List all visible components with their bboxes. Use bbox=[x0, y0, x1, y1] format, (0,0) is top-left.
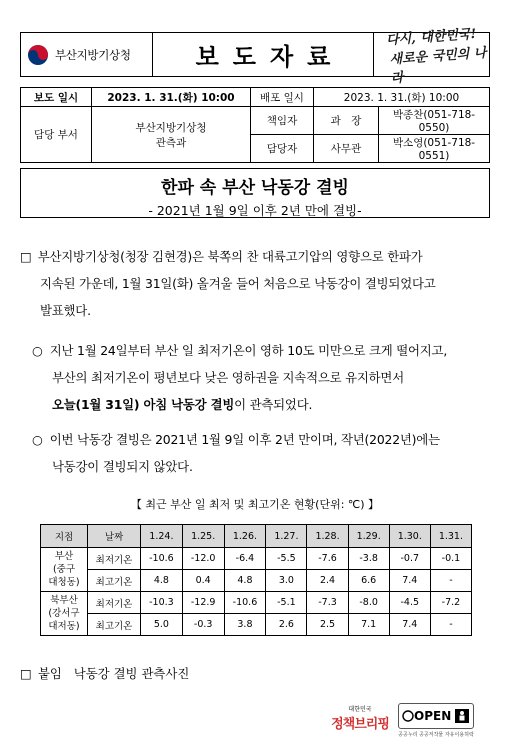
table-row bbox=[41, 614, 472, 636]
p1-line2: 지속된 가운데, 1월 31일(화) 올겨울 들어 처음으로 낙동강이 결빙되었다고 bbox=[40, 276, 436, 291]
header-date-cell: 1.24. bbox=[141, 525, 183, 548]
slogan-line2: 새로운 국민의 나라 bbox=[389, 45, 487, 87]
org-logo-cell bbox=[21, 33, 153, 76]
value-cell: 0.4 bbox=[182, 570, 224, 592]
attachment-text: 낙동강 결빙 관측사진 bbox=[73, 666, 190, 681]
value-cell: - bbox=[430, 614, 471, 636]
value-cell: -3.8 bbox=[348, 548, 389, 570]
value-cell: -12.9 bbox=[182, 592, 224, 614]
value-cell: 7.4 bbox=[389, 570, 430, 592]
headline-title: 한파 속 부산 낙동강 결빙 bbox=[161, 178, 349, 198]
paragraph-1 bbox=[20, 243, 490, 324]
value-cell: -10.6 bbox=[141, 548, 183, 570]
attachment-label: 붙임 bbox=[37, 666, 62, 681]
table-header-row bbox=[41, 525, 472, 548]
value-cell: 7.4 bbox=[389, 614, 430, 636]
header-date-cell: 1.31. bbox=[430, 525, 471, 548]
open-label: OPEN bbox=[414, 709, 452, 723]
p3-line2: 낙동강이 결빙되지 않았다. bbox=[52, 459, 193, 474]
value-cell: 6.6 bbox=[348, 570, 389, 592]
headline-box bbox=[20, 168, 490, 218]
dept-value-line1: 부산지방기상청 bbox=[135, 121, 207, 134]
value-cell: -6.4 bbox=[224, 548, 266, 570]
value-cell: 2.6 bbox=[266, 614, 307, 636]
table-row bbox=[41, 548, 472, 570]
value-cell: 4.8 bbox=[224, 570, 266, 592]
value-cell: -7.3 bbox=[307, 592, 348, 614]
value-cell: 4.8 bbox=[141, 570, 183, 592]
p3-line1: 이번 낙동강 결빙은 2021년 1월 9일 이후 2년 만이며, 작년(2022년)에는 bbox=[49, 432, 440, 447]
station-name-line: 대저동) bbox=[48, 621, 80, 632]
header-date-cell: 1.26. bbox=[224, 525, 266, 548]
briefing-name: 정책브리핑 bbox=[331, 717, 389, 732]
distribution-value: 2023. 1. 31.(화) 10:00 bbox=[314, 88, 490, 107]
staff-label: 담당자 bbox=[251, 135, 314, 163]
p2-line3-rest: 이 관측되었다. bbox=[234, 397, 313, 412]
distribution-label: 배포 일시 bbox=[251, 88, 314, 107]
release-label: 보도 일시 bbox=[21, 88, 92, 107]
table-row bbox=[41, 592, 472, 614]
p1-line1: 부산지방기상청(청장 김현경)은 북쪽의 찬 대륙고기압의 영향으로 한파가 bbox=[37, 249, 423, 264]
value-cell: -5.5 bbox=[266, 548, 307, 570]
square-bullet: □ bbox=[20, 666, 32, 681]
p2-line2: 부산의 최저기온이 평년보다 낮은 영하권을 지속적으로 유지하면서 bbox=[52, 370, 404, 385]
p2-line1: 지난 1월 24일부터 부산 일 최저기온이 영하 10도 미만으로 크게 떨어지고, bbox=[49, 343, 448, 358]
station-busan bbox=[41, 548, 88, 592]
value-cell: -0.7 bbox=[389, 548, 430, 570]
circle-bullet: ○ bbox=[32, 432, 43, 447]
headline-subtitle: - 2021년 1월 9일 이후 2년 만에 결빙- bbox=[148, 203, 362, 218]
p1-line3: 발표했다. bbox=[40, 303, 91, 318]
resp-contact: 박종찬(051-718-0550) bbox=[379, 107, 490, 135]
row-label: 최저기온 bbox=[88, 592, 141, 614]
org-name: 부산지방기상청 bbox=[55, 47, 131, 62]
doc-title-cell bbox=[153, 33, 374, 76]
header-station: 지점 bbox=[41, 525, 88, 548]
value-cell: 2.5 bbox=[307, 614, 348, 636]
header-date-cell: 1.29. bbox=[348, 525, 389, 548]
dept-value bbox=[92, 107, 251, 163]
value-cell: -10.3 bbox=[141, 592, 183, 614]
value-cell: - bbox=[430, 570, 471, 592]
station-bukbusan bbox=[41, 592, 88, 636]
policy-briefing-logo bbox=[328, 704, 392, 732]
dept-value-line2: 관측과 bbox=[155, 136, 187, 149]
station-name-line: 대청동) bbox=[48, 577, 80, 588]
value-cell: -5.1 bbox=[266, 592, 307, 614]
value-cell: 7.1 bbox=[348, 614, 389, 636]
resp-label: 책임자 bbox=[251, 107, 314, 135]
taegeuk-emblem-icon bbox=[27, 44, 49, 66]
table-caption: 【 최근 부산 일 최저 및 최고기온 현황(단위: ℃) 】 bbox=[130, 498, 380, 511]
station-name-line: 부산 bbox=[54, 551, 74, 562]
circle-bullet: ○ bbox=[32, 343, 43, 358]
doc-title: 보도자료 bbox=[195, 42, 345, 71]
value-cell: -0.1 bbox=[430, 548, 471, 570]
value-cell: -12.0 bbox=[182, 548, 224, 570]
paragraph-2 bbox=[32, 337, 492, 418]
station-name-line: (중구 bbox=[52, 564, 76, 575]
header-date-cell: 1.30. bbox=[389, 525, 430, 548]
dept-label: 담당 부서 bbox=[21, 107, 92, 163]
table-row bbox=[41, 570, 472, 592]
value-cell: -10.6 bbox=[224, 592, 266, 614]
header-date-cell: 1.27. bbox=[266, 525, 307, 548]
row-label: 최저기온 bbox=[88, 548, 141, 570]
value-cell: -0.3 bbox=[182, 614, 224, 636]
value-cell: -7.6 bbox=[307, 548, 348, 570]
header-date-cell: 1.28. bbox=[307, 525, 348, 548]
value-cell: 2.4 bbox=[307, 570, 348, 592]
open-globe-icon bbox=[402, 710, 414, 722]
value-cell: 3.8 bbox=[224, 614, 266, 636]
value-cell: 5.0 bbox=[141, 614, 183, 636]
slogan-line1: 다시, 대한민국! bbox=[386, 26, 478, 49]
p2-line3-bold: 오늘(1월 31일) 아침 낙동강 결빙 bbox=[52, 397, 235, 412]
attribution-icon bbox=[455, 709, 469, 723]
release-info-table bbox=[20, 87, 490, 163]
value-cell: -4.5 bbox=[389, 592, 430, 614]
open-license-badge bbox=[398, 703, 474, 729]
paragraph-3 bbox=[32, 426, 492, 480]
square-bullet: □ bbox=[20, 249, 32, 264]
open-license-subtext: 공공누리 공공저작물 자유이용허락 bbox=[398, 732, 474, 738]
staff-contact: 박소영(051-718-0551) bbox=[379, 135, 490, 163]
header-date: 날짜 bbox=[88, 525, 141, 548]
briefing-small-text: 대한민국 bbox=[348, 706, 372, 713]
staff-title: 사무관 bbox=[314, 135, 379, 163]
p2-line3 bbox=[32, 391, 492, 418]
station-name-line: 북부산 bbox=[50, 595, 78, 606]
value-cell: -7.2 bbox=[430, 592, 471, 614]
attachment-line bbox=[20, 664, 189, 682]
value-cell: -8.0 bbox=[348, 592, 389, 614]
header-date-cell: 1.25. bbox=[182, 525, 224, 548]
row-label: 최고기온 bbox=[88, 614, 141, 636]
release-value: 2023. 1. 31.(화) 10:00 bbox=[92, 88, 251, 107]
value-cell: 3.0 bbox=[266, 570, 307, 592]
row-label: 최고기온 bbox=[88, 570, 141, 592]
temperature-table bbox=[40, 524, 472, 636]
slogan bbox=[374, 26, 489, 87]
station-name-line: (강서구 bbox=[48, 608, 80, 619]
press-release-header bbox=[20, 26, 490, 87]
resp-title: 과 장 bbox=[314, 107, 379, 135]
